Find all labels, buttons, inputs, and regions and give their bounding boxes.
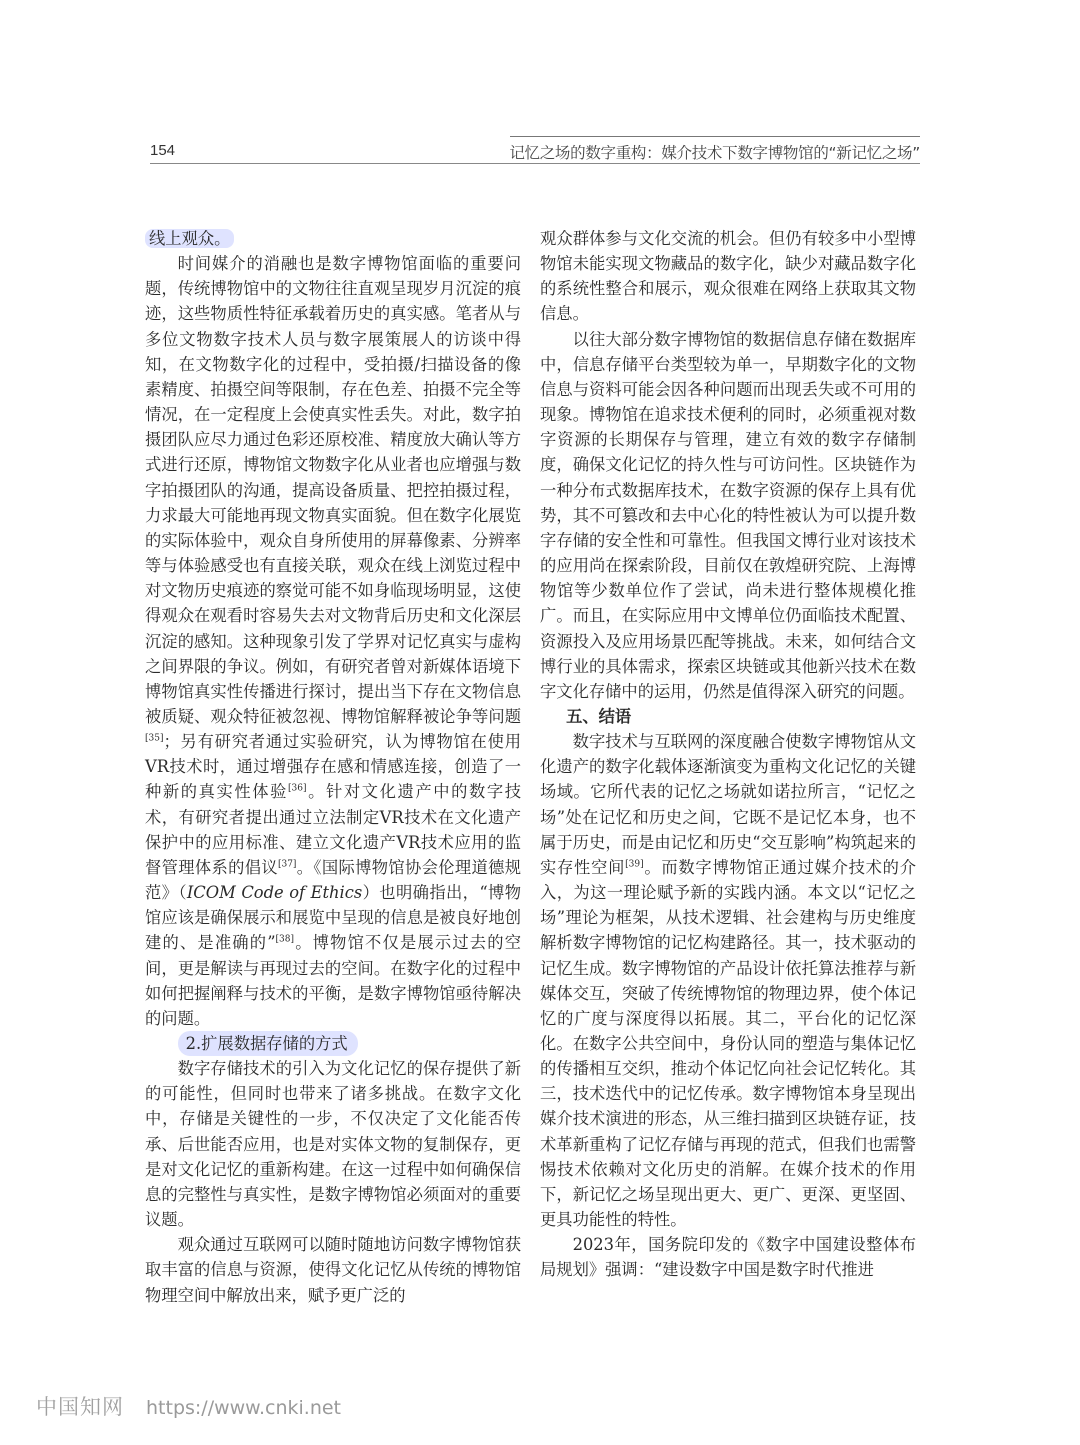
paragraph-text: 。而数字博物馆正通过媒介技术的介入，为这一理论赋予新的实践内涵。本文以“记忆之场”理论为框架，从技术逻辑、社会建构与历史维度解析数字博物馆的记忆构建路径。其一，技术驱动的记忆生成。数字博物馆的产品设计依托算法推荐与新媒体交互，突破了传统博物馆的物理边界，使个体记忆的广度与深度得以拓展。其二，平台化的记忆深化。在数字公共空间中，身份认同的塑造与集体记忆的传播相互交织，推动个体记忆向社会记忆转化。其三，技术迭代中的记忆传承。数字博物馆本身呈现出媒介技术演进的形态，从三维扫描到区块链存证，技术革新重构了记忆存储与再现的范式，但我们也需警惕技术依赖对文化历史的消解。在媒介技术的作用下，新记忆之场呈现出更大、更广、更深、更坚固、更具功能性的特性。 — [540, 857, 916, 1230]
footer-watermark — [36, 1391, 341, 1421]
subheading — [145, 1031, 521, 1056]
paragraph-text: ）也明确指出，“博物馆应该是确保展示和展览中呈现的信息是被良好地创建的、是准确的” — [145, 883, 521, 953]
running-title: 记忆之场的数字重构：媒介技术下数字博物馆的“新记忆之场” — [509, 144, 920, 162]
paragraph: 以往大部分数字博物馆的数据信息存储在数据库中，信息存储平台类型较为单一，早期数字化的文物信息与资料可能会因各种问题而出现丢失或不可用的现象。博物馆在追求技术便利的同时，必须重视对数字资源的长期保存与管理，建立有效的数字存储制度，确保文化记忆的持久性与可访问性。区块链作为一种分布式数据库技术，在数字资源的保存上具有优势，其不可篡改和去中心化的特性被认为可以提升数字存储的安全性和可靠性。但我国文博行业对该技术的应用尚在探索阶段，目前仅在敦煌研究院、上海博物馆等少数单位作了尝试，尚未进行整体规模化推广。而且，在实际应用中文博单位仍面临技术配置、资源投入及应用场景匹配等挑战。未来，如何结合文博行业的具体需求，探索区块链或其他新兴技术在数字文化存储中的运用，仍然是值得深入研究的问题。 — [540, 329, 916, 701]
highlighted-text: 线上观众。 — [145, 229, 234, 248]
header-top-rule — [510, 136, 920, 137]
paragraph-text: ；另有研究者通过实验研究，认为博物馆在使用VR技术时，通过增强存在感和情感连接，创造了一种新的真实性体验 — [145, 732, 521, 802]
paragraph-text: 。《国际博物馆协会伦理道德规范》（ — [145, 857, 521, 903]
paragraph — [145, 251, 521, 1031]
page-number: 154 — [150, 142, 176, 159]
paragraph-text: 。博物馆不仅是展示过去的空间，更是解读与再现过去的空间。在数字化的过程中如何把握阐释与技术的平衡，是数字博物馆亟待解决的问题。 — [145, 933, 521, 1028]
citation-38[interactable]: [38] — [275, 934, 295, 945]
right-column — [540, 226, 916, 1283]
paragraph: 数字存储技术的引入为文化记忆的保存提供了新的可能性，但同时也带来了诸多挑战。在数字文化中，存储是关键性的一步，不仅决定了文化能否传承、后世能否应用，也是对实体文物的复制保存，更是对文化记忆的重新构建。在这一过程中如何确保信息的完整性与真实性，是数字博物馆必须面对的重要议题。 — [145, 1059, 521, 1230]
continuation-text — [145, 226, 521, 251]
highlighted-subheading: 2.扩展数据存储的方式 — [178, 1031, 358, 1056]
cnki-logo: 中国知网 — [36, 1395, 124, 1419]
footer-url[interactable]: https://www.cnki.net — [146, 1397, 342, 1419]
paragraph — [540, 729, 916, 1232]
left-column — [145, 226, 521, 1308]
citation-37[interactable]: [37] — [277, 859, 297, 870]
section-heading: 五、结语 — [566, 706, 632, 726]
citation-36[interactable]: [36] — [288, 784, 307, 795]
italic-title: ICOM Code of Ethics — [186, 883, 363, 903]
citation-39[interactable]: [39] — [625, 859, 644, 870]
paragraph-text: 时间媒介的消融也是数字博物馆面临的重要问题，传统博物馆中的文物往往直观呈现岁月沉淀的痕迹，这些物质性特征承载着历史的真实感。笔者从与多位文物数字技术人员与数字展策展人的访谈中得知，在文物数字化的过程中，受拍摄/扫描设备的像素精度、拍摄空间等限制，存在色差、拍摄不完全等情况，在一定程度上会使真实性丢失。对此，数字拍摄团队应尽力通过色彩还原校准、精度放大确认等方式进行还原，博物馆文物数字化从业者也应增强与数字拍摄团队的沟通，提高设备质量、把控拍摄过程，力求最大可能地再现文物真实面貌。但在数字化展览的实际体验中，观众自身所使用的屏幕像素、分辨率等与体验感受也有直接关联，观众在线上浏览过程中对文物历史痕迹的察觉可能不如身临现场明显，这使得观众在观看时容易失去对文物背后历史和文化深层沉淀的感知。这种现象引发了学界对记忆真实与虚构之间界限的争议。例如，有研究者曾对新媒体语境下博物馆真实性传播进行探讨，提出当下存在文物信息被质疑、观众特征被忽视、博物馆解释被论争等问题 — [145, 254, 521, 726]
paragraph-text: 。针对文化遗产中的数字技术，有研究者提出通过立法制定VR技术在文化遗产保护中的应用标准、建立文化遗产VR技术应用的监督管理体系的倡议 — [145, 782, 521, 877]
paragraph-text: 数字技术与互联网的深度融合使数字博物馆从文化遗产的数字化载体逐渐演变为重构文化记忆的关键场域。它所代表的记忆之场就如诺拉所言，“记忆之场”处在记忆和历史之间，它既不是记忆本身，也不属于历史，而是由记忆和历史“交互影响”构筑起来的实存性空间 — [540, 732, 916, 877]
paragraph: 观众通过互联网可以随时随地访问数字博物馆获取丰富的信息与资源，使得文化记忆从传统的博物馆物理空间中解放出来，赋予更广泛的 — [145, 1235, 521, 1305]
header-rule — [150, 163, 920, 164]
paragraph: 2023年，国务院印发的《数字中国建设整体布局规划》强调：“建设数字中国是数字时代推进 — [540, 1235, 916, 1280]
citation-35[interactable]: [35] — [145, 733, 164, 744]
continuation-text: 观众群体参与文化交流的机会。但仍有较多中小型博物馆未能实现文物藏品的数字化，缺少对藏品数字化的系统性整合和展示，观众很难在网络上获取其文物信息。 — [540, 229, 916, 324]
